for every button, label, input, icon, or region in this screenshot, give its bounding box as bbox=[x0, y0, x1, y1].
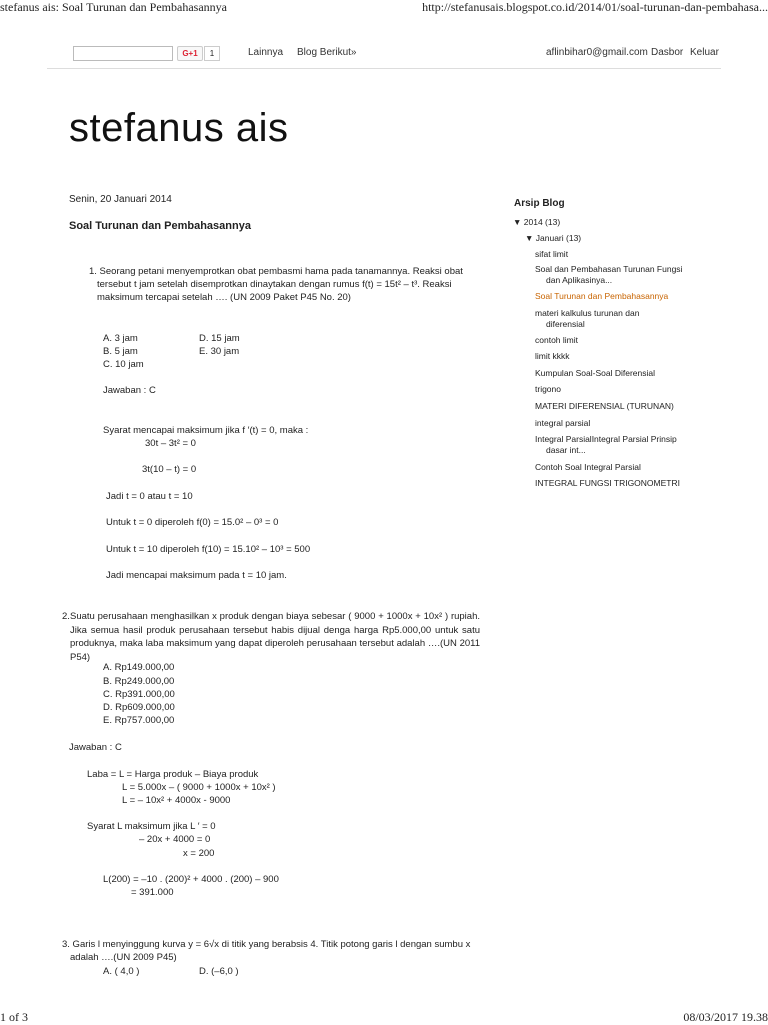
q1-step-2: 30t – 3t² = 0 bbox=[145, 438, 196, 449]
q1-line-3: maksimum tercapai setelah …. (UN 2009 Paket P45 No. 20) bbox=[97, 292, 351, 303]
q3-option-a: A. ( 4,0 ) bbox=[103, 966, 140, 977]
more-link[interactable]: Lainnya bbox=[248, 47, 284, 58]
archive-post-link-cont[interactable]: diferensial bbox=[546, 319, 585, 329]
archive-post-link[interactable]: INTEGRAL FUNGSI TRIGONOMETRI bbox=[535, 478, 680, 488]
archive-post-link[interactable]: Soal dan Pembahasan Turunan Fungsi bbox=[535, 264, 683, 274]
archive-post-link[interactable]: contoh limit bbox=[535, 335, 578, 345]
archive-post-link-current[interactable]: Soal Turunan dan Pembahasannya bbox=[535, 291, 669, 301]
q2-option-c: C. Rp391.000,00 bbox=[103, 689, 175, 700]
q1-option-d: D. 15 jam bbox=[199, 333, 240, 344]
sidebar-heading: Arsip Blog bbox=[514, 198, 565, 209]
gplus-button[interactable]: G+1 bbox=[177, 46, 203, 61]
q3-option-d: D. (–6,0 ) bbox=[199, 966, 239, 977]
archive-post-link[interactable]: materi kalkulus turunan dan bbox=[535, 308, 640, 318]
q1-option-e: E. 30 jam bbox=[199, 346, 240, 357]
archive-year-2014[interactable]: ▼ 2014 (13) bbox=[513, 217, 561, 227]
q1-step-1: Syarat mencapai maksimum jika f ′(t) = 0, maka : bbox=[103, 425, 309, 436]
archive-post-link[interactable]: trigono bbox=[535, 384, 561, 394]
q2-step-2: L = 5.000x – ( 9000 + 1000x + 10x² ) bbox=[122, 782, 276, 793]
q3-line-2: adalah ….(UN 2009 P45) bbox=[70, 952, 177, 963]
q1-line-2: tersebut t jam setelah disemprotkan dinaytakan dengan rumus f(t) = 15t² – t³. Reaksi bbox=[97, 279, 452, 290]
print-timestamp: 08/03/2017 19.38 bbox=[683, 1010, 768, 1024]
q1-answer: Jawaban : C bbox=[103, 385, 156, 396]
post-date: Senin, 20 Januari 2014 bbox=[69, 194, 172, 205]
archive-month-januari[interactable]: ▼ Januari (13) bbox=[525, 233, 582, 243]
next-blog-link[interactable]: Blog Berikut» bbox=[297, 47, 357, 58]
q2-answer: Jawaban : C bbox=[69, 742, 122, 753]
q1-option-c: C. 10 jam bbox=[103, 359, 144, 370]
q2-option-b: B. Rp249.000,00 bbox=[103, 676, 175, 687]
archive-post-link-cont[interactable]: dan Aplikasinya... bbox=[546, 275, 613, 285]
q2-step-8: = 391.000 bbox=[131, 887, 174, 898]
archive-post-link-cont[interactable]: dasar int... bbox=[546, 445, 586, 455]
blogger-navbar bbox=[47, 40, 721, 69]
q2-step-1: Laba = L = Harga produk – Biaya produk bbox=[87, 769, 259, 780]
archive-post-link[interactable]: MATERI DIFERENSIAL (TURUNAN) bbox=[535, 401, 674, 411]
print-header-url: http://stefanusais.blogspot.co.id/2014/01/soal-turunan-dan-pembahasa... bbox=[422, 0, 768, 14]
archive-post-link[interactable]: integral parsial bbox=[535, 418, 591, 428]
post-title[interactable]: Soal Turunan dan Pembahasannya bbox=[69, 220, 251, 232]
q2-step-6: x = 200 bbox=[183, 848, 215, 859]
blog-title[interactable]: stefanus ais bbox=[69, 106, 289, 150]
q1-step-5: Untuk t = 0 diperoleh f(0) = 15.0² – 0³ = 0 bbox=[106, 517, 279, 528]
logout-link[interactable]: Keluar bbox=[690, 47, 719, 58]
page-number: 1 of 3 bbox=[0, 1010, 28, 1024]
q2-option-e: E. Rp757.000,00 bbox=[103, 715, 175, 726]
search-input[interactable] bbox=[73, 46, 173, 61]
archive-post-link[interactable]: Integral ParsialIntegral Parsial Prinsip bbox=[535, 434, 677, 444]
q1-option-a: A. 3 jam bbox=[103, 333, 138, 344]
print-header-title: stefanus ais: Soal Turunan dan Pembahasannya bbox=[0, 0, 227, 14]
q1-option-b: B. 5 jam bbox=[103, 346, 138, 357]
q2-number: 2. bbox=[62, 611, 70, 622]
q2-step-3: L = – 10x² + 4000x - 9000 bbox=[122, 795, 231, 806]
archive-post-link[interactable]: sifat limit bbox=[535, 249, 569, 259]
q2-text: Suatu perusahaan menghasilkan x produk dengan biaya sebesar ( 9000 + 1000x + 10x² ) rupiah. Jika semua hasil produk perusahaan tersebut habis dijual denga harga Rp5.000,00 untuk satu produknya, maka laba maksimum yang dapat diperoleh perusahaan tersebut adalah ….(UN 2011 P54) bbox=[70, 611, 480, 663]
q2-option-a: A. Rp149.000,00 bbox=[103, 662, 175, 673]
q1-line-1: 1. Seorang petani menyemprotkan obat pembasmi hama pada tanamannya. Reaksi obat bbox=[89, 266, 463, 277]
archive-post-link[interactable]: Kumpulan Soal-Soal Diferensial bbox=[535, 368, 656, 378]
q2-step-4: Syarat L maksimum jika L ′ = 0 bbox=[87, 821, 216, 832]
q1-step-7: Jadi mencapai maksimum pada t = 10 jam. bbox=[106, 570, 287, 581]
archive-post-link[interactable]: Contoh Soal Integral Parsial bbox=[535, 462, 641, 472]
q2-step-5: – 20x + 4000 = 0 bbox=[139, 834, 211, 845]
archive-post-link[interactable]: limit kkkk bbox=[535, 351, 570, 361]
gplus-count: 1 bbox=[204, 46, 220, 61]
q2-option-d: D. Rp609.000,00 bbox=[103, 702, 175, 713]
q1-step-3: 3t(10 – t) = 0 bbox=[142, 464, 197, 475]
user-email: aflinbihar0@gmail.com bbox=[546, 47, 648, 58]
q3-line-1: 3. Garis l menyinggung kurva y = 6√x di titik yang berabsis 4. Titik potong garis l dengan sumbu x bbox=[62, 939, 471, 950]
q1-step-4: Jadi t = 0 atau t = 10 bbox=[106, 491, 193, 502]
dashboard-link[interactable]: Dasbor bbox=[651, 47, 684, 58]
q1-step-6: Untuk t = 10 diperoleh f(10) = 15.10² – 10³ = 500 bbox=[106, 544, 311, 555]
q2-step-7: L(200) = –10 . (200)² + 4000 . (200) – 900 bbox=[103, 874, 279, 885]
